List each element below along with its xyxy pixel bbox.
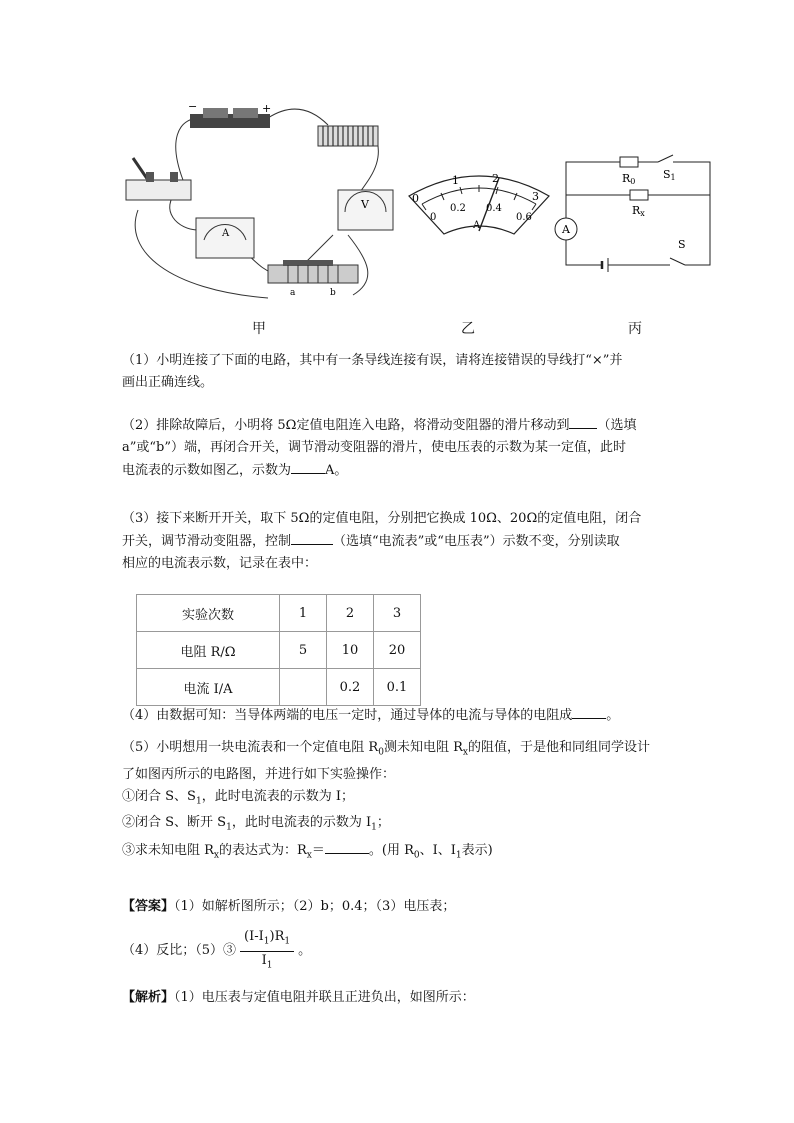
figure-jia-circuit <box>118 100 398 310</box>
caption-yi: 乙 <box>461 321 475 337</box>
dial-bottom-2: 0.4 <box>486 203 502 214</box>
question-2: （2）排除故障后，小明将 5Ω定值电阻连入电路，将滑动变阻器的滑片移动到 （选填 a”或“b”）端，再闭合开关，调节滑动变阻器的滑片，使电压表的示数为某一定值，此时 电流表的示数如图乙，示数为 A。 <box>122 414 682 482</box>
dial-top-2: 2 <box>492 172 499 185</box>
dial-bottom-3: 0.6 <box>516 212 532 223</box>
rx-label: Rx <box>632 204 645 218</box>
answer-line1: 【答案】（1）如解析图所示；（2）b；0.4；（3）电压表； <box>122 899 456 914</box>
table-row: 电阻 R/Ω 5 10 20 <box>137 632 421 669</box>
table-row: 电流 I/A 0.2 0.1 <box>137 669 421 706</box>
answer-fraction: $\frac{(I-I_1)R_1}{I_1}$ <box>240 928 294 974</box>
s-label: S <box>678 238 686 251</box>
dial-unit: A <box>473 220 481 231</box>
blank-q2-end <box>569 414 597 429</box>
ammeter-letter: A <box>222 228 230 239</box>
dial-top-1: 1 <box>452 174 459 187</box>
s1-label: S1 <box>663 168 676 182</box>
analysis-line: 【解析】（1）电压表与定值电阻并联且正进负出，如图所示： <box>122 990 475 1005</box>
blank-q4 <box>572 704 606 719</box>
figure-bing-circuit-diagram <box>550 150 720 275</box>
blank-q5-expr <box>325 839 369 854</box>
question-4: （4）由数据可知：当导体两端的电压一定时，通过导体的电流与导体的电阻成 。 <box>122 704 682 727</box>
table-row: 实验次数 1 2 3 <box>137 595 421 632</box>
battery-positive-label: + <box>262 102 272 115</box>
question-5: （5）小明想用一块电流表和一个定值电阻 $R_0$测未知电阻 $R_x$的阻值，于是他和同组同学设计 了如图丙所示的电路图，并进行如下实验操作： ①闭合 S、$S_1$，此时电流表的示数为 I； ②闭合 S、断开 $S_1$，此时电流表的示数为 $I_1$； ③求未知电阻 $R_x$的表达式为：$R_x=$ 。(用 $R_0$、I、$I_1$表示) <box>122 740 650 861</box>
dial-top-0: 0 <box>412 192 419 205</box>
r0-label: R0 <box>622 172 636 186</box>
question-1: （1）小明连接了下面的电路，其中有一条导线连接有误，请将连接错误的导线打“×”并 画出正确连线。 <box>122 353 623 390</box>
question-3: （3）接下来断开开关，取下 5Ω的定值电阻，分别把它换成 10Ω、20Ω的定值电阻，闭合 开关，调节滑动变阻器，控制 （选填“电流表”或“电压表”）示数不变，分别读取 相应的电流表示数，记录在表中： <box>122 511 642 571</box>
caption-bing: 丙 <box>628 321 642 337</box>
battery-negative-label: − <box>188 100 198 113</box>
rheostat-b-label: b <box>330 288 336 298</box>
caption-jia: 甲 <box>252 321 266 337</box>
answer-line2: （4）反比；（5）③ $\frac{(I-I_1)R_1}{I_1}$ 。 <box>122 928 682 974</box>
blank-q2-current <box>291 459 325 474</box>
data-table <box>136 594 421 706</box>
blank-q3-meter <box>291 530 333 545</box>
figure-yi-ammeter-dial <box>404 156 554 236</box>
voltmeter-letter: V <box>361 198 369 211</box>
diagram-ammeter-letter: A <box>562 223 570 236</box>
dial-bottom-0: 0 <box>430 212 437 223</box>
dial-bottom-1: 0.2 <box>450 203 466 214</box>
rheostat-a-label: a <box>290 288 296 298</box>
dial-top-3: 3 <box>532 190 539 203</box>
